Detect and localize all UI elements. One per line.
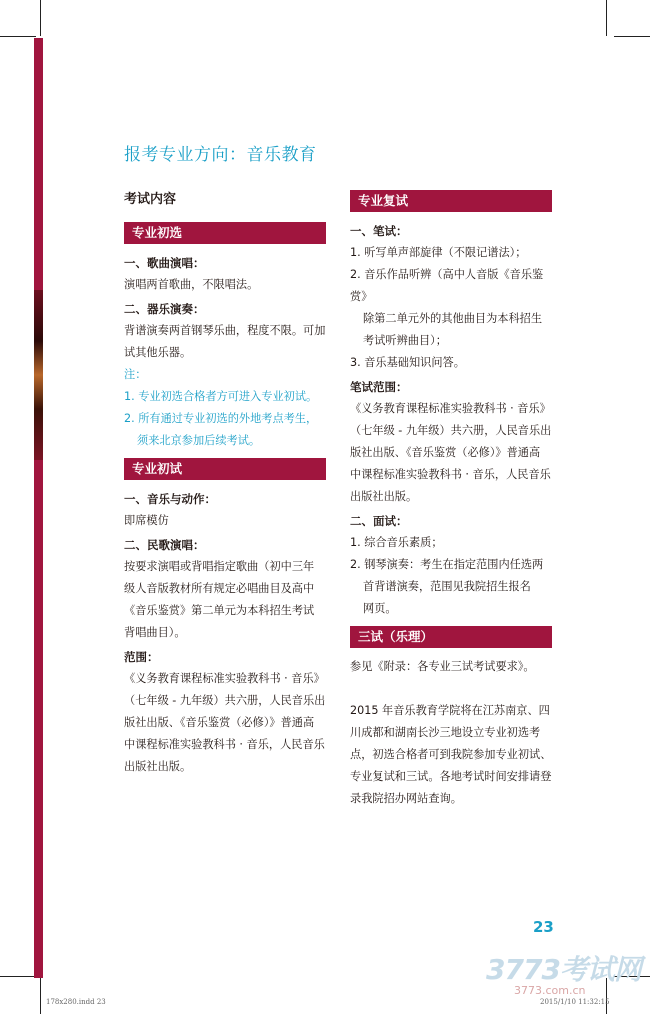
paragraph: 中课程标准实验教科书 · 音乐，人民音乐 [124, 738, 325, 751]
list-item: 3. 音乐基础知识问答。 [350, 356, 465, 369]
crop-mark [0, 976, 36, 977]
subheading: 一、歌曲演唱： [124, 256, 205, 270]
spacer [350, 678, 552, 700]
right-column [350, 188, 552, 810]
section-bar-third-exam: 三试（乐理） [350, 626, 552, 648]
paragraph: 出版社出版。 [124, 760, 192, 773]
paragraph: 《义务教育课程标准实验教科书 · 音乐》 [124, 672, 325, 685]
paragraph: 即席模仿 [124, 514, 169, 527]
list-item: 2. 钢琴演奏：考生在指定范围内任选两 [350, 558, 544, 571]
paragraph: （七年级 - 九年级）共六册，人民音乐出 [124, 694, 326, 707]
section-bar-preliminary: 专业初选 [124, 222, 326, 244]
paragraph: 点，初选合格者可到我院参加专业初试、 [350, 748, 552, 761]
crop-mark [606, 0, 607, 36]
subheading: 二、器乐演奏： [124, 302, 205, 316]
note-item: 1. 专业初选合格者方可进入专业初试。 [124, 390, 318, 403]
paragraph: 试其他乐器。 [124, 346, 192, 359]
subheading: 笔试范围： [350, 380, 408, 394]
note-label: 注： [124, 368, 147, 381]
section-bar-second-exam: 专业复试 [350, 190, 552, 212]
paragraph: 版社出版、《音乐鉴赏（必修）》普通高 [124, 716, 315, 729]
subheading: 二、面试： [350, 514, 408, 528]
subheading: 二、民歌演唱： [124, 538, 205, 552]
paragraph: 背谱演奏两首钢琴乐曲，程度不限。可加 [124, 324, 326, 337]
paragraph: 参见《附录：各专业三试考试要求》。 [350, 660, 535, 673]
crop-mark [40, 978, 41, 1014]
paragraph: （七年级 - 九年级）共六册，人民音乐出 [350, 424, 552, 437]
page-title: 报考专业方向：音乐教育 [124, 145, 317, 165]
note-item: 须来北京参加后续考试。 [137, 434, 261, 447]
watermark-url: 3773.com.cn [514, 984, 586, 997]
paragraph: 出版社出版。 [350, 490, 418, 503]
list-item: 除第二单元外的其他曲目为本科招生 [363, 312, 543, 325]
subheading: 一、笔试： [350, 224, 408, 238]
paragraph: 《音乐鉴赏》第二单元为本科招生考试 [124, 604, 315, 617]
list-item: 考试听辨曲目）； [363, 334, 447, 347]
crop-mark [40, 0, 41, 36]
paragraph: 专业复试和三试。各地考试时间安排请登 [350, 770, 552, 783]
paragraph: 版社出版、《音乐鉴赏（必修）》普通高 [350, 446, 541, 459]
print-slug-date: 2015/1/10 11:32:15 [540, 998, 610, 1006]
section-heading: 考试内容 [124, 192, 177, 207]
left-column [124, 188, 326, 778]
note-item: 2. 所有通过专业初选的外地考点考生， [124, 412, 318, 425]
paragraph: 2015 年音乐教育学院将在江苏南京、四 [350, 704, 550, 717]
paragraph: 演唱两首歌曲，不限唱法。 [124, 278, 259, 291]
paragraph: 级人音版教材所有规定必唱曲目及高中 [124, 582, 315, 595]
paragraph: 背唱曲目）。 [124, 626, 186, 639]
left-color-band [34, 38, 43, 978]
print-slug-file: 178x280.indd 23 [46, 998, 106, 1006]
list-item: 网页。 [363, 602, 397, 615]
paragraph: 《义务教育课程标准实验教科书 · 音乐》 [350, 402, 551, 415]
paragraph: 按要求演唱或背唱指定歌曲（初中三年 [124, 560, 315, 573]
list-item: 1. 听写单声部旋律（不限记谱法）； [350, 246, 527, 259]
list-item: 首背谱演奏，范围见我院招生报名 [363, 580, 531, 593]
watermark-logo: 3773考试网 [486, 953, 641, 986]
list-item: 1. 综合音乐素质； [350, 536, 443, 549]
paragraph: 中课程标准实验教科书 · 音乐，人民音乐 [350, 468, 551, 481]
left-photo-strip [34, 290, 43, 460]
paragraph: 录我院招办网站查询。 [350, 792, 462, 805]
list-item: 2. 音乐作品听辨（高中人音版《音乐鉴赏》 [350, 268, 544, 303]
crop-mark [614, 36, 650, 37]
crop-mark [0, 36, 36, 37]
subheading: 范围： [124, 650, 159, 664]
page-number: 23 [533, 918, 554, 936]
subheading: 一、音乐与动作： [124, 492, 216, 506]
paragraph: 川成都和湖南长沙三地设立专业初选考 [350, 726, 541, 739]
section-bar-first-exam: 专业初试 [124, 458, 326, 480]
